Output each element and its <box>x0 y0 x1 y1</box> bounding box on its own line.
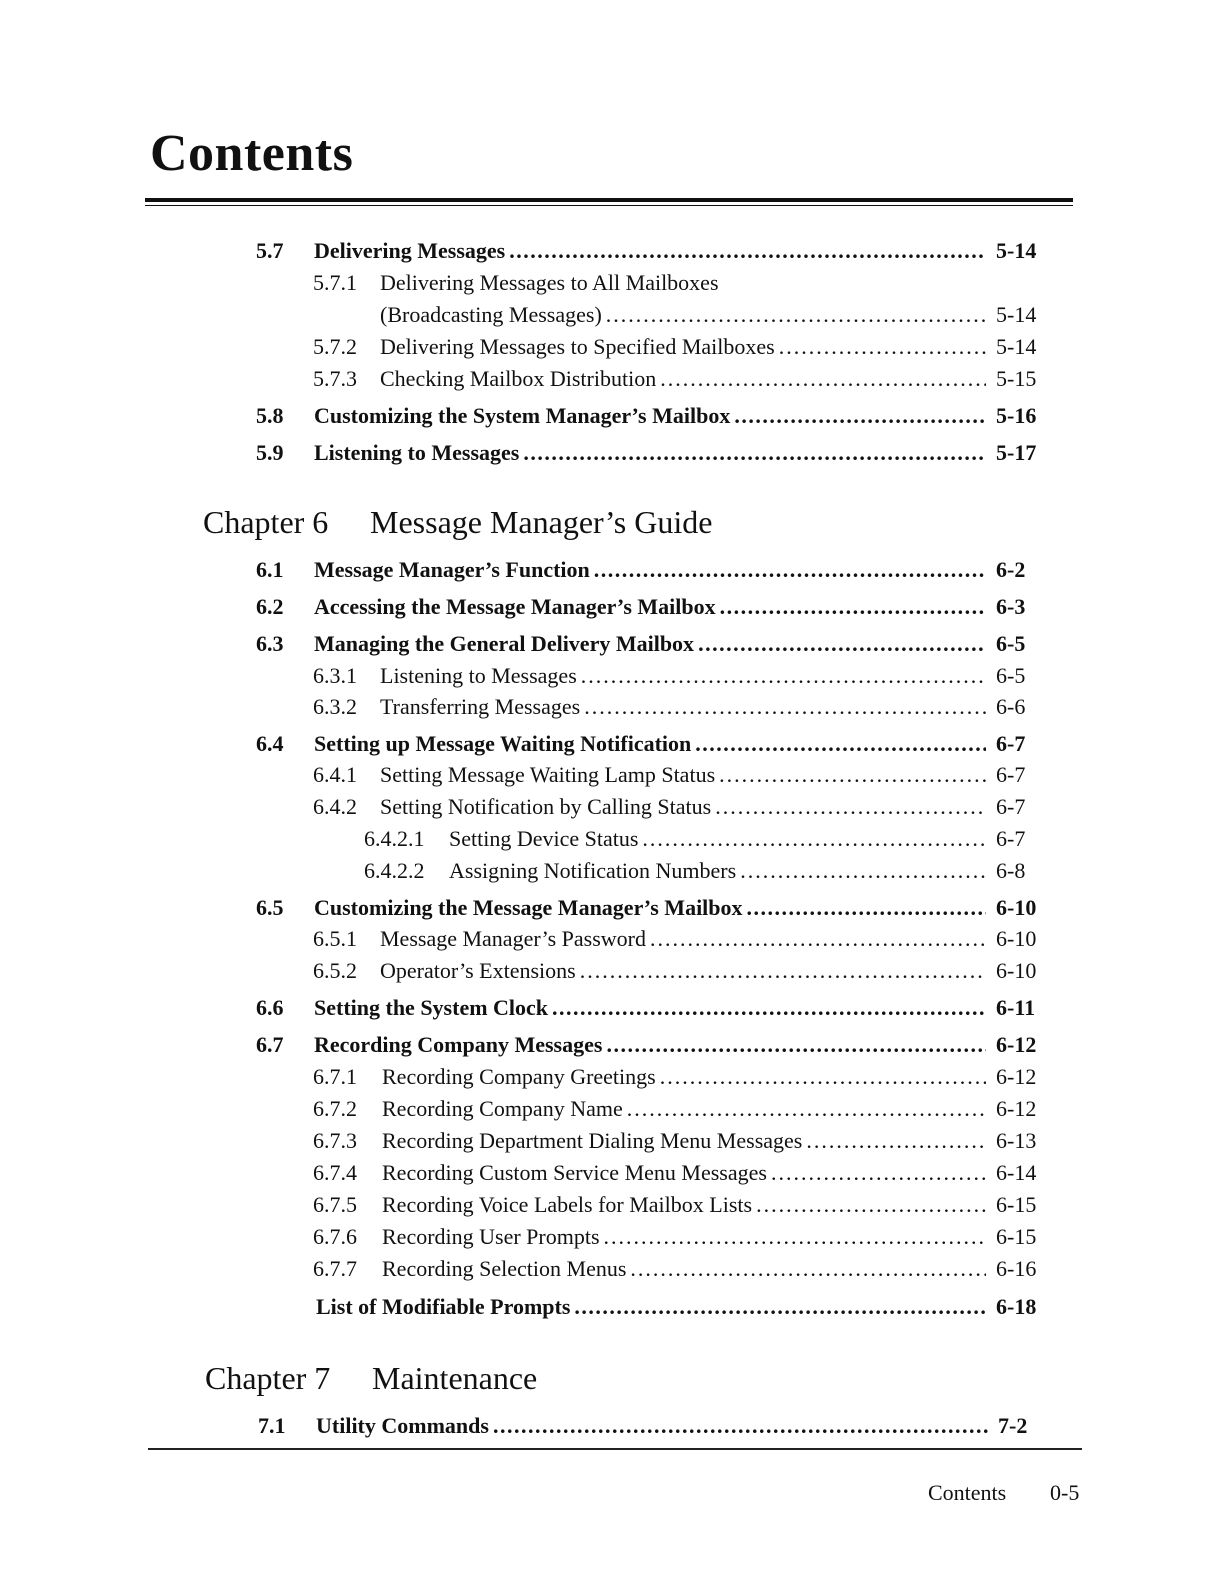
toc-page: 6-7 <box>996 794 1026 819</box>
toc-title: (Broadcasting Messages) <box>380 302 602 327</box>
toc-page: 5-16 <box>996 403 1037 428</box>
leader-dots <box>630 1254 986 1284</box>
toc-title: Utility Commands <box>316 1413 489 1438</box>
chapter-6-heading[interactable] <box>203 504 803 540</box>
toc-entry-5-7-1-cont[interactable] <box>313 300 1046 330</box>
toc-entry-6-7-6[interactable] <box>313 1222 1046 1252</box>
toc-page: 6-10 <box>996 895 1037 920</box>
toc-page: 6-8 <box>996 858 1026 883</box>
footer-label: Contents <box>928 1480 1007 1505</box>
toc-page: 6-5 <box>996 631 1026 656</box>
leader-dots <box>719 760 986 790</box>
toc-title: Setting up Message Waiting Notification <box>314 731 692 756</box>
leader-dots <box>604 1222 986 1252</box>
toc-title: Listening to Messages <box>314 440 520 465</box>
leader-dots <box>734 401 986 431</box>
toc-entry-5-8[interactable] <box>256 401 1046 431</box>
chapter-title: Message Manager’s Guide <box>370 504 713 540</box>
leader-dots <box>606 300 986 330</box>
toc-page: 6-12 <box>996 1064 1037 1089</box>
toc-title: Message Manager’s Function <box>314 557 590 582</box>
toc-page: 6-18 <box>996 1294 1037 1319</box>
toc-page: 7-2 <box>998 1413 1028 1438</box>
toc-entry-6-2[interactable] <box>256 592 1046 622</box>
toc-entry-6-7-3[interactable] <box>313 1126 1046 1156</box>
toc-entry-5-7-3[interactable] <box>313 364 1046 394</box>
toc-title: Accessing the Message Manager’s Mailbox <box>314 594 716 619</box>
leader-dots <box>660 1062 986 1092</box>
toc-title: Setting Message Waiting Lamp Status <box>380 762 716 787</box>
toc-title: Delivering Messages to All Mailboxes <box>380 270 719 295</box>
leader-dots <box>606 1030 986 1060</box>
footer-rule <box>148 1448 1082 1450</box>
toc-number: 6.7.4 <box>313 1160 357 1185</box>
leader-dots <box>509 236 986 266</box>
toc-entry-6-7[interactable] <box>256 1030 1046 1060</box>
toc-entry-6-7-7[interactable] <box>313 1254 1046 1284</box>
toc-entry-5-7-1[interactable] <box>313 268 1046 298</box>
toc-title: Delivering Messages to Specified Mailboxes <box>380 334 775 359</box>
leader-dots <box>581 661 986 691</box>
leader-dots <box>740 856 986 886</box>
toc-number: 6.4.1 <box>313 762 357 787</box>
leader-dots <box>660 364 986 394</box>
toc-page: 6-7 <box>996 762 1026 787</box>
toc-page: 6-10 <box>996 958 1037 983</box>
toc-page: 6-7 <box>996 826 1026 851</box>
toc-number: 6.2 <box>256 594 284 619</box>
chapter-7-heading[interactable] <box>205 1360 805 1396</box>
toc-number: 6.4.2.1 <box>364 826 425 851</box>
toc-entry-6-5-2[interactable] <box>313 956 1046 986</box>
toc-number: 6.7.1 <box>313 1064 357 1089</box>
toc-entry-5-9[interactable] <box>256 438 1046 468</box>
toc-page: 6-13 <box>996 1128 1037 1153</box>
leader-dots <box>594 555 986 585</box>
toc-entry-6-3[interactable] <box>256 629 1046 659</box>
toc-title: Recording Custom Service Menu Messages <box>382 1160 767 1185</box>
toc-page: 6-15 <box>996 1224 1037 1249</box>
toc-title: Recording Voice Labels for Mailbox Lists <box>382 1192 753 1217</box>
toc-page: 5-14 <box>996 238 1037 263</box>
toc-title: Assigning Notification Numbers <box>449 858 737 883</box>
toc-entry-6-7-2[interactable] <box>313 1094 1046 1124</box>
toc-page: 6-12 <box>996 1032 1037 1057</box>
toc-page: 6-16 <box>996 1256 1037 1281</box>
leader-dots <box>771 1158 986 1188</box>
leader-dots <box>523 438 986 468</box>
toc-number: 5.7.2 <box>313 334 357 359</box>
toc-page: 6-6 <box>996 694 1026 719</box>
toc-title: Listening to Messages <box>380 663 577 688</box>
leader-dots <box>627 1094 986 1124</box>
toc-title: Setting Device Status <box>449 826 639 851</box>
toc-title: Setting the System Clock <box>314 995 549 1020</box>
toc-number: 6.7.5 <box>313 1192 357 1217</box>
leader-dots <box>779 332 986 362</box>
toc-title: Customizing the Message Manager’s Mailbox <box>314 895 743 920</box>
leader-dots <box>580 956 986 986</box>
toc-title: Delivering Messages <box>314 238 506 263</box>
leader-dots <box>756 1190 986 1220</box>
toc-title: Message Manager’s Password <box>380 926 646 951</box>
leader-dots <box>650 924 986 954</box>
toc-entry-6-5[interactable] <box>256 893 1046 923</box>
toc-number: 6.7.7 <box>313 1256 357 1281</box>
leader-dots <box>747 893 986 923</box>
title-rule-thick <box>145 198 1073 202</box>
toc-title: Recording Selection Menus <box>382 1256 627 1281</box>
toc-page: 6-7 <box>996 731 1026 756</box>
toc-entry-5-7-2[interactable] <box>313 332 1046 362</box>
toc-title: Checking Mailbox Distribution <box>380 366 657 391</box>
leader-dots <box>574 1292 986 1322</box>
toc-number: 6.5 <box>256 895 284 920</box>
toc-title: Transferring Messages <box>380 694 581 719</box>
chapter-label: Chapter 6 <box>203 504 329 540</box>
toc-page: 6-5 <box>996 663 1026 688</box>
toc-page: 5-14 <box>996 334 1037 359</box>
toc-entry-6-7-1[interactable] <box>313 1062 1046 1092</box>
footer-page-number: 0-5 <box>1050 1480 1080 1505</box>
toc-title: Recording Company Name <box>382 1096 623 1121</box>
leader-dots <box>552 993 986 1023</box>
toc-number: 6.1 <box>256 557 284 582</box>
toc-page: 5-14 <box>996 302 1037 327</box>
leader-dots <box>493 1411 988 1441</box>
toc-number: 5.7 <box>256 238 284 263</box>
toc-number: 5.7.1 <box>313 270 357 295</box>
page-title: Contents <box>150 125 354 182</box>
toc-page: 5-17 <box>996 440 1037 465</box>
leader-dots <box>584 692 986 722</box>
toc-number: 7.1 <box>258 1413 286 1438</box>
toc-page: 6-12 <box>996 1096 1037 1121</box>
toc-entry-6-7-5[interactable] <box>313 1190 1046 1220</box>
toc-number: 5.8 <box>256 403 284 428</box>
toc-entry-6-4[interactable] <box>256 729 1046 759</box>
toc-page: 6-15 <box>996 1192 1037 1217</box>
toc-entry-6-4-1[interactable] <box>313 760 1046 790</box>
toc-number: 6.7.2 <box>313 1096 357 1121</box>
toc-entry-6-3-1[interactable] <box>313 661 1046 691</box>
toc-number: 6.6 <box>256 995 284 1020</box>
toc-page: 6-2 <box>996 557 1026 582</box>
toc-page: 6-3 <box>996 594 1026 619</box>
toc-number: 6.5.1 <box>313 926 357 951</box>
leader-dots <box>806 1126 986 1156</box>
toc-entry-6-4-2-1[interactable] <box>364 824 1046 854</box>
toc-number: 6.7.6 <box>313 1224 357 1249</box>
leader-dots <box>698 629 986 659</box>
toc-title: Setting Notification by Calling Status <box>380 794 712 819</box>
toc-entry-7-1[interactable] <box>258 1411 1048 1441</box>
toc-entry-6-4-2[interactable] <box>313 792 1046 822</box>
toc-title: Customizing the System Manager’s Mailbox <box>314 403 731 428</box>
toc-number: 6.7.3 <box>313 1128 357 1153</box>
leader-dots <box>642 824 986 854</box>
leader-dots <box>715 792 986 822</box>
toc-number: 6.3.1 <box>313 663 357 688</box>
toc-entry-5-7[interactable] <box>256 236 1046 266</box>
leader-dots <box>720 592 986 622</box>
toc-entry-6-4-2-2[interactable] <box>364 856 1046 886</box>
toc-number: 6.7 <box>256 1032 284 1057</box>
toc-entry-6-3-2[interactable] <box>313 692 1046 722</box>
toc-page: 6-11 <box>996 995 1036 1020</box>
toc-entry-list-of-prompts[interactable] <box>256 1292 1046 1322</box>
toc-number: 6.3 <box>256 631 284 656</box>
toc-entry-6-6[interactable] <box>256 993 1046 1023</box>
toc-number: 5.9 <box>256 440 284 465</box>
toc-entry-6-5-1[interactable] <box>313 924 1046 954</box>
toc-title: Managing the General Delivery Mailbox <box>314 631 695 656</box>
toc-page: 6-10 <box>996 926 1037 951</box>
toc-title: Operator’s Extensions <box>380 958 576 983</box>
toc-title: Recording Department Dialing Menu Messages <box>382 1128 803 1153</box>
toc-number: 6.4.2.2 <box>364 858 425 883</box>
chapter-title: Maintenance <box>372 1360 538 1396</box>
toc-page: 5-15 <box>996 366 1037 391</box>
toc-number: 5.7.3 <box>313 366 357 391</box>
title-rule-thin <box>145 205 1073 206</box>
toc-entry-6-7-4[interactable] <box>313 1158 1046 1188</box>
toc-page: 6-14 <box>996 1160 1037 1185</box>
toc-number: 6.5.2 <box>313 958 357 983</box>
toc-number: 6.3.2 <box>313 694 357 719</box>
toc-number: 6.4 <box>256 731 284 756</box>
toc-title: Recording User Prompts <box>382 1224 600 1249</box>
toc-title: Recording Company Messages <box>314 1032 603 1057</box>
chapter-label: Chapter 7 <box>205 1360 331 1396</box>
toc-number: 6.4.2 <box>313 794 357 819</box>
toc-title: Recording Company Greetings <box>382 1064 656 1089</box>
leader-dots <box>695 729 986 759</box>
toc-title: List of Modifiable Prompts <box>316 1294 571 1319</box>
toc-entry-6-1[interactable] <box>256 555 1046 585</box>
